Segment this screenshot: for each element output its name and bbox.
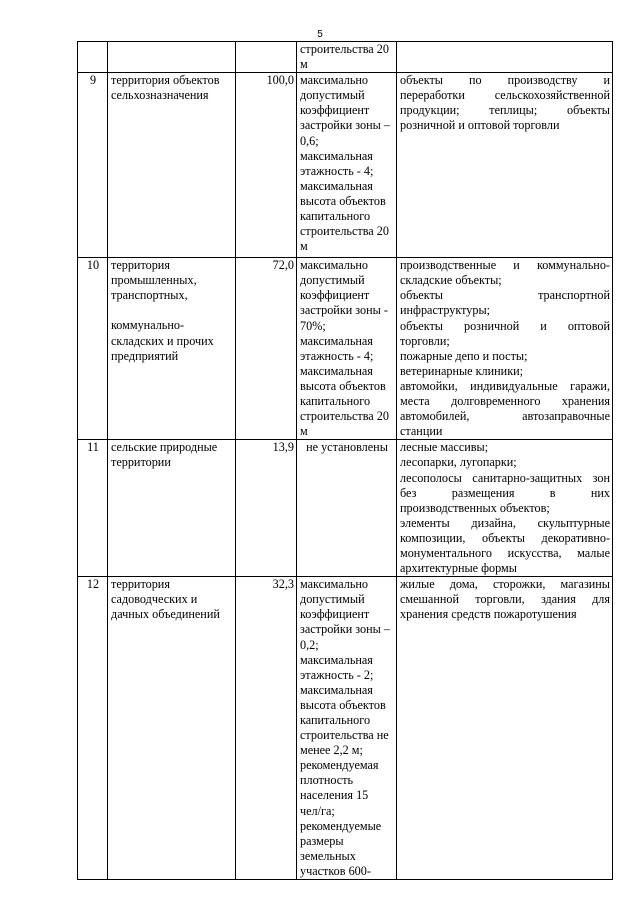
zones-table-body xyxy=(78,42,613,880)
zone-uses-line: смешанной торговли, здания для xyxy=(400,592,610,607)
zone-uses-line: ветеринарные клиники; xyxy=(400,363,524,378)
zone-area-cell: 32,3 xyxy=(236,577,297,880)
zone-uses-line: складские объекты; xyxy=(400,273,502,288)
zone-params-line: м xyxy=(300,239,308,254)
zone-name-line: сельские природные xyxy=(111,440,218,455)
zone-params-line: 0,6; xyxy=(300,133,319,148)
zone-name-line: территория xyxy=(111,258,170,273)
zone-uses-line: объекты по производству и xyxy=(400,73,610,88)
table-row xyxy=(78,73,613,258)
zone-params-line: чел/га; xyxy=(300,803,335,818)
zone-uses-line: жилые дома, сторожки, магазины xyxy=(400,577,610,592)
zone-number-cell: 9 xyxy=(78,73,108,258)
zone-params-line: капитального xyxy=(300,209,371,224)
zone-params-line: менее 2,2 м; xyxy=(300,743,363,758)
zone-uses-cell xyxy=(397,73,613,258)
zone-name-cell xyxy=(108,577,236,880)
zone-name-cell xyxy=(108,258,236,440)
table-row xyxy=(78,42,613,73)
zone-params-line: допустимый xyxy=(300,592,365,607)
zone-params-cell xyxy=(297,73,397,258)
zone-params-line: допустимый xyxy=(300,88,365,103)
zone-params-cell xyxy=(297,42,397,73)
zone-params-line: размеры xyxy=(300,833,344,848)
zone-name-line: промышленных, xyxy=(111,273,197,288)
zone-params-line: максимальная xyxy=(300,682,373,697)
zone-area-cell: 13,9 xyxy=(236,440,297,577)
zone-params-line: м xyxy=(300,57,308,72)
zone-uses-line: продукции; теплицы; объекты xyxy=(400,103,610,118)
zone-uses-line: монументального искусства, малые xyxy=(400,545,610,560)
zone-params-line: коэффициент xyxy=(300,607,370,622)
zone-params-line: высота объектов xyxy=(300,193,386,208)
zone-name-cell xyxy=(108,440,236,577)
zone-params-line: 0,2; xyxy=(300,637,319,652)
zone-params-line: капитального xyxy=(300,713,371,727)
zone-name-line: дачных объединений xyxy=(111,607,220,622)
zone-params-line: м xyxy=(300,424,308,439)
zone-name-line: территория объектов xyxy=(111,73,220,88)
zone-params-line: коэффициент xyxy=(300,103,370,118)
zone-uses-line: розничной и оптовой торговли xyxy=(400,118,560,133)
zone-params-line: максимальная xyxy=(300,178,373,193)
zone-area-cell xyxy=(236,42,297,73)
zone-params-cell xyxy=(297,577,397,880)
zone-uses-line: производственных объектов; xyxy=(400,500,550,515)
zone-area-cell: 72,0 xyxy=(236,258,297,440)
zone-params-line: максимально xyxy=(300,258,368,273)
zone-params-line: застройки зоны – xyxy=(300,118,390,133)
zone-params-line: не установлены xyxy=(306,440,388,455)
zone-number-cell: 11 xyxy=(78,440,108,577)
zone-uses-line: торговли; xyxy=(400,333,450,348)
zone-params-line: этажность - 4; xyxy=(300,348,374,363)
zone-uses-line: лесопарки, лугопарки; xyxy=(400,455,517,470)
zone-uses-line: переработки сельскохозяйственной xyxy=(400,88,610,103)
zone-uses-line: архитектурные формы xyxy=(400,561,517,576)
zone-params-line: капитального xyxy=(300,394,371,409)
zones-table xyxy=(77,41,613,880)
table-row xyxy=(78,577,613,880)
zone-params-line: плотность xyxy=(300,773,354,788)
zone-params-line: рекомендуемая xyxy=(300,758,379,773)
zone-name-line: транспортных, xyxy=(111,288,188,303)
zone-params-cell xyxy=(297,258,397,440)
zone-params-line: строительства 20 xyxy=(300,224,389,239)
zone-number-cell xyxy=(78,42,108,73)
zone-params-line: максимальная xyxy=(300,363,373,378)
zone-params-line: строительства не xyxy=(300,728,389,743)
zone-name-cell xyxy=(108,73,236,258)
zone-params-line: этажность - 4; xyxy=(300,163,374,178)
zone-params-line: застройки зоны – xyxy=(300,622,390,637)
page-number: 5 xyxy=(317,29,323,40)
zone-number-cell: 12 xyxy=(78,577,108,880)
zone-uses-line: производственные и коммунально- xyxy=(400,258,610,273)
zone-uses-line: объекты розничной и оптовой xyxy=(400,318,610,333)
zone-params-line: участков 600- xyxy=(300,863,371,878)
zone-uses-line: лесные массивы; xyxy=(400,440,489,455)
zone-uses-cell xyxy=(397,42,613,73)
zone-name-cell xyxy=(108,42,236,73)
zone-name-line: территории xyxy=(111,455,171,470)
zone-params-line: этажность - 2; xyxy=(300,667,374,682)
zone-params-line: высота объектов xyxy=(300,378,386,393)
zone-params-line: строительства 20 xyxy=(300,42,389,56)
zone-params-line: населения 15 xyxy=(300,788,369,803)
zone-uses-line: места долговременного хранения xyxy=(400,394,610,409)
zone-uses-line: инфраструктуры; xyxy=(400,303,491,318)
zone-uses-cell xyxy=(397,258,613,440)
zone-params-line: коэффициент xyxy=(300,288,370,303)
zone-params-line: максимальная xyxy=(300,333,373,348)
zone-params-line: максимальная xyxy=(300,148,373,163)
zone-uses-line: станции xyxy=(400,424,443,439)
zone-params-line: высота объектов xyxy=(300,697,386,712)
zone-uses-line: автомобилей, автозаправочные xyxy=(400,409,610,424)
zone-params-line: застройки зоны - xyxy=(300,303,388,318)
zone-uses-line: композиции, объекты декоративно- xyxy=(400,530,610,545)
zone-params-line: максимально xyxy=(300,577,368,592)
zone-params-cell xyxy=(297,440,397,577)
zone-uses-line: объекты транспортной xyxy=(400,288,610,303)
zone-params-line: максимально xyxy=(300,73,368,88)
zone-name-line: территория xyxy=(111,577,170,592)
zone-params-line: 70%; xyxy=(300,318,326,333)
zone-params-line: земельных xyxy=(300,848,356,863)
zone-uses-line: автомойки, индивидуальные гаражи, xyxy=(400,378,610,393)
zone-name-line: сельхозназначения xyxy=(111,88,209,103)
table-row xyxy=(78,258,613,440)
zone-number-cell: 10 xyxy=(78,258,108,440)
zone-name-line: предприятий xyxy=(111,348,179,363)
zone-uses-line: хранения средств пожаротушения xyxy=(400,607,577,622)
zone-area-cell: 100,0 xyxy=(236,73,297,258)
zone-name-line: садоводческих и xyxy=(111,592,198,607)
zone-name-line: складских и прочих xyxy=(111,333,214,348)
zone-uses-cell xyxy=(397,577,613,880)
zone-params-line: максимальная xyxy=(300,652,373,667)
zone-params-line: строительства 20 xyxy=(300,409,389,424)
zone-uses-cell xyxy=(397,440,613,577)
zone-params-line: допустимый xyxy=(300,273,365,288)
table-row xyxy=(78,440,613,577)
zone-uses-line: элементы дизайна, скульптурные xyxy=(400,515,610,530)
zone-uses-line: пожарные депо и посты; xyxy=(400,348,528,363)
zone-params-line: рекомендуемые xyxy=(300,818,382,833)
zone-uses-line: лесополосы санитарно-защитных зон xyxy=(400,470,610,485)
zone-name-line: коммунально- xyxy=(111,318,185,333)
zone-name-gap xyxy=(111,303,233,318)
zone-uses-line: без размещения в них xyxy=(400,485,610,500)
